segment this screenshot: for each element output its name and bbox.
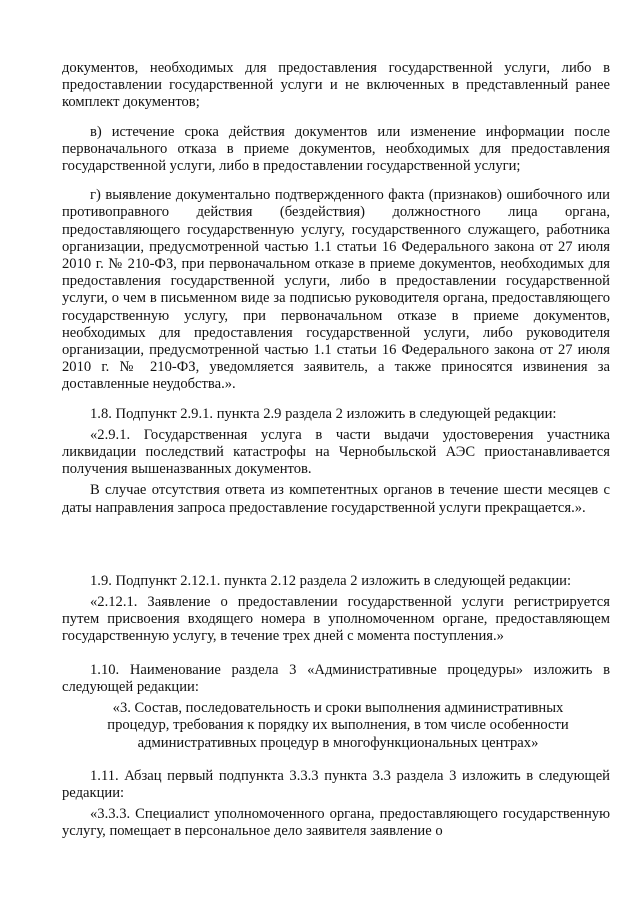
- paragraph-2-12-1: «2.12.1. Заявление о предоставлении государственной услуги регистрируется путем присвоения входящего номера в уполномоченном органе, предоставляющем государственную услугу, в течение трех дней с момента поступления.»: [62, 594, 610, 645]
- paragraph-2-9-1: «2.9.1. Государственная услуга в части выдачи удостоверения участника ликвидации последствий катастрофы на Чернобыльской АЭС приостанавливается получения вышеназванных документов.: [62, 426, 610, 478]
- paragraph-item-v: в) истечение срока действия документов или изменение информации после первоначального отказа в приеме документов, необходимых для предоставления государственной услуги, либо в предоставлении государственной услуги;: [62, 123, 610, 175]
- section-3-title: «3. Состав, последовательность и сроки выполнения административных процедур, требования к порядку их выполнения, в том числе особенности административных процедур в многофункциональных центрах»: [107, 700, 569, 751]
- paragraph-item-g: г) выявление документально подтвержденного факта (признаков) ошибочного или противоправного действия (бездействия) должностного лица органа, предоставляющего государственную услугу, государственного служащего, работника организации, предусмотренной частью 1.1 статьи 16 Федерального закона от 27 июля 2010 г. № 210-ФЗ, при первоначальном отказе в приеме документов, необходимых для предоставления государственной услуги, либо в предоставлении государственной услуги, о чем в письменном виде за подписью руководителя органа, предоставляющего государственную услугу, при первоначальном отказе в приеме документов, необходимых для предоставления государственной услуги, либо руководителя организации, предусмотренной частью 1.1 статьи 16 Федерального закона от 27 июля 2010 г. № 210-ФЗ, уведомляется заявитель, а также приносятся извинения за доставленные неудобства.».: [62, 187, 610, 393]
- paragraph-1-10: 1.10. Наименование раздела 3 «Административные процедуры» изложить в следующей редакции:: [62, 661, 610, 695]
- paragraph-termination: В случае отсутствия ответа из компетентных органов в течение шести месяцев с даты направления запроса предоставление государственной услуги прекращается.».: [62, 482, 610, 516]
- paragraph-continuation: документов, необходимых для предоставления государственной услуги, либо в предоставлении государственной услуги и не включенных в представленный ранее комплект документов;: [62, 60, 610, 111]
- paragraph-3-3-3: «3.3.3. Специалист уполномоченного органа, предоставляющего государственную услугу, помещает в персональное дело заявителя заявление о: [62, 806, 610, 840]
- paragraph-1-11: 1.11. Абзац первый подпункта 3.3.3 пункта 3.3 раздела 3 изложить в следующей редакции:: [62, 767, 610, 801]
- paragraph-1-9: 1.9. Подпункт 2.12.1. пункта 2.12 раздела 2 изложить в следующей редакции:: [90, 572, 572, 589]
- paragraph-1-8: 1.8. Подпункт 2.9.1. пункта 2.9 раздела 2 изложить в следующей редакции:: [90, 405, 557, 422]
